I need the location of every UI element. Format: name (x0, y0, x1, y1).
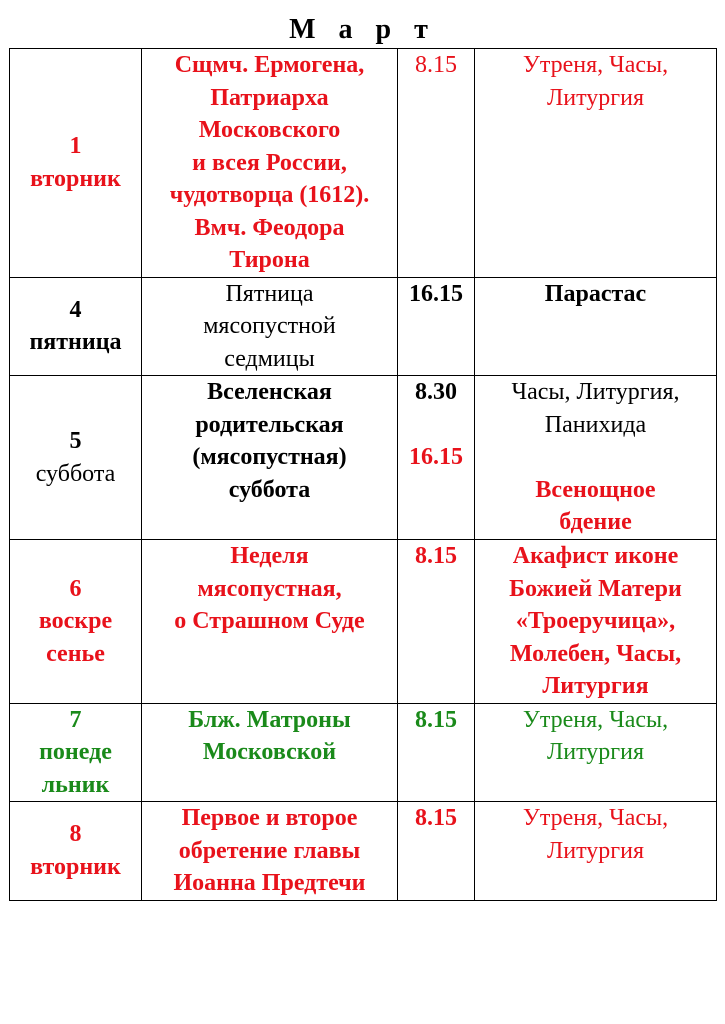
date-cell (10, 540, 142, 704)
schedule-table (9, 48, 717, 901)
cell-line: Утреня, Часы, (522, 706, 669, 733)
cell-line: Панихида (544, 411, 647, 438)
cell-line: 16.15 (409, 444, 463, 470)
time-cell (398, 703, 475, 802)
cell-line: Тирона (229, 247, 310, 273)
date-cell (10, 703, 142, 802)
cell-line: 8 (69, 821, 82, 848)
time-cell (398, 277, 475, 376)
cell-line: 8.30 (415, 379, 457, 405)
cell-line: и всея России, (192, 149, 347, 176)
schedule-row-7 (10, 703, 717, 802)
cell-line: Всенощное (535, 476, 656, 503)
time-cell (398, 376, 475, 540)
cell-line: Утреня, Часы, (522, 805, 669, 831)
cell-line: Блж. Матроны (188, 706, 351, 733)
cell-line: Литургия (542, 673, 649, 699)
cell-line: суббота (228, 476, 311, 503)
cell-line: мясопустной (203, 313, 336, 339)
cell-line: Патриарха (210, 84, 329, 111)
schedule-row-5 (10, 376, 717, 540)
cell-line: Литургия (546, 739, 645, 765)
cell-spacer (477, 441, 714, 474)
cell-line: 16.15 (409, 280, 463, 307)
cell-line: вторник (30, 853, 121, 880)
cell-line: Утреня, Часы, (522, 52, 669, 78)
cell-line: Вселенская (207, 379, 332, 405)
cell-line: Божией Матери (509, 575, 682, 602)
time-cell (398, 802, 475, 901)
cell-line: Молебен, Часы, (509, 640, 682, 667)
cell-line: бдение (559, 509, 632, 535)
date-cell (10, 49, 142, 278)
cell-line: 8.15 (415, 706, 457, 733)
service-cell (475, 703, 717, 802)
feast-cell (142, 376, 398, 540)
date-cell (10, 802, 142, 901)
cell-line: суббота (35, 460, 116, 487)
cell-line: понеде (39, 739, 112, 765)
cell-line: 7 (69, 706, 82, 733)
cell-line: Парастас (544, 280, 647, 307)
feast-cell (142, 802, 398, 901)
cell-line: Иоанна Предтечи (173, 870, 366, 896)
cell-line: 5 (69, 428, 82, 454)
cell-line: 8.15 (415, 805, 457, 831)
feast-cell (142, 703, 398, 802)
cell-line: пятница (29, 329, 122, 356)
cell-line: Вмч. Феодора (194, 214, 345, 241)
cell-line: обретение главы (178, 837, 361, 864)
date-cell (10, 376, 142, 540)
cell-line: «Троеручица», (515, 608, 676, 634)
cell-line: мясопустная, (197, 575, 342, 602)
schedule-row-8 (10, 802, 717, 901)
cell-line: 4 (69, 296, 82, 323)
schedule-row-4 (10, 277, 717, 376)
cell-line: о Страшном Суде (174, 608, 365, 634)
cell-line: Неделя (230, 543, 309, 569)
cell-line: (мясопустная) (192, 444, 347, 470)
cell-line: Литургия (546, 84, 645, 111)
service-cell (475, 540, 717, 704)
service-cell (475, 376, 717, 540)
feast-cell (142, 540, 398, 704)
cell-line: 8.15 (415, 543, 457, 569)
time-cell (398, 540, 475, 704)
cell-line: 6 (69, 575, 82, 602)
cell-line: 1 (69, 133, 82, 160)
date-cell (10, 277, 142, 376)
cell-line: Московской (202, 739, 337, 765)
cell-line: родительская (195, 411, 344, 438)
cell-line: Первое и второе (181, 805, 358, 831)
cell-spacer (400, 409, 472, 442)
cell-line: вторник (30, 165, 121, 192)
cell-line: Акафист иконе (512, 543, 679, 569)
cell-line: сенье (46, 640, 105, 667)
cell-line: Часы, Литургия, (511, 379, 680, 405)
service-cell (475, 49, 717, 278)
time-cell (398, 49, 475, 278)
cell-line: воскре (38, 608, 113, 634)
cell-line: седмицы (224, 345, 315, 372)
feast-cell (142, 277, 398, 376)
service-cell (475, 802, 717, 901)
feast-cell (142, 49, 398, 278)
cell-line: 8.15 (415, 52, 457, 78)
cell-line: чудотворца (1612). (169, 182, 370, 208)
cell-line: Литургия (546, 837, 645, 864)
schedule-row-1 (10, 49, 717, 278)
cell-line: льник (41, 771, 110, 798)
page-title: М а р т (289, 14, 436, 45)
cell-line: Сщмч. Ермогена, (174, 52, 365, 78)
schedule-row-6 (10, 540, 717, 704)
cell-line: Пятница (225, 280, 314, 307)
cell-line: Московского (198, 117, 341, 143)
service-cell (475, 277, 717, 376)
